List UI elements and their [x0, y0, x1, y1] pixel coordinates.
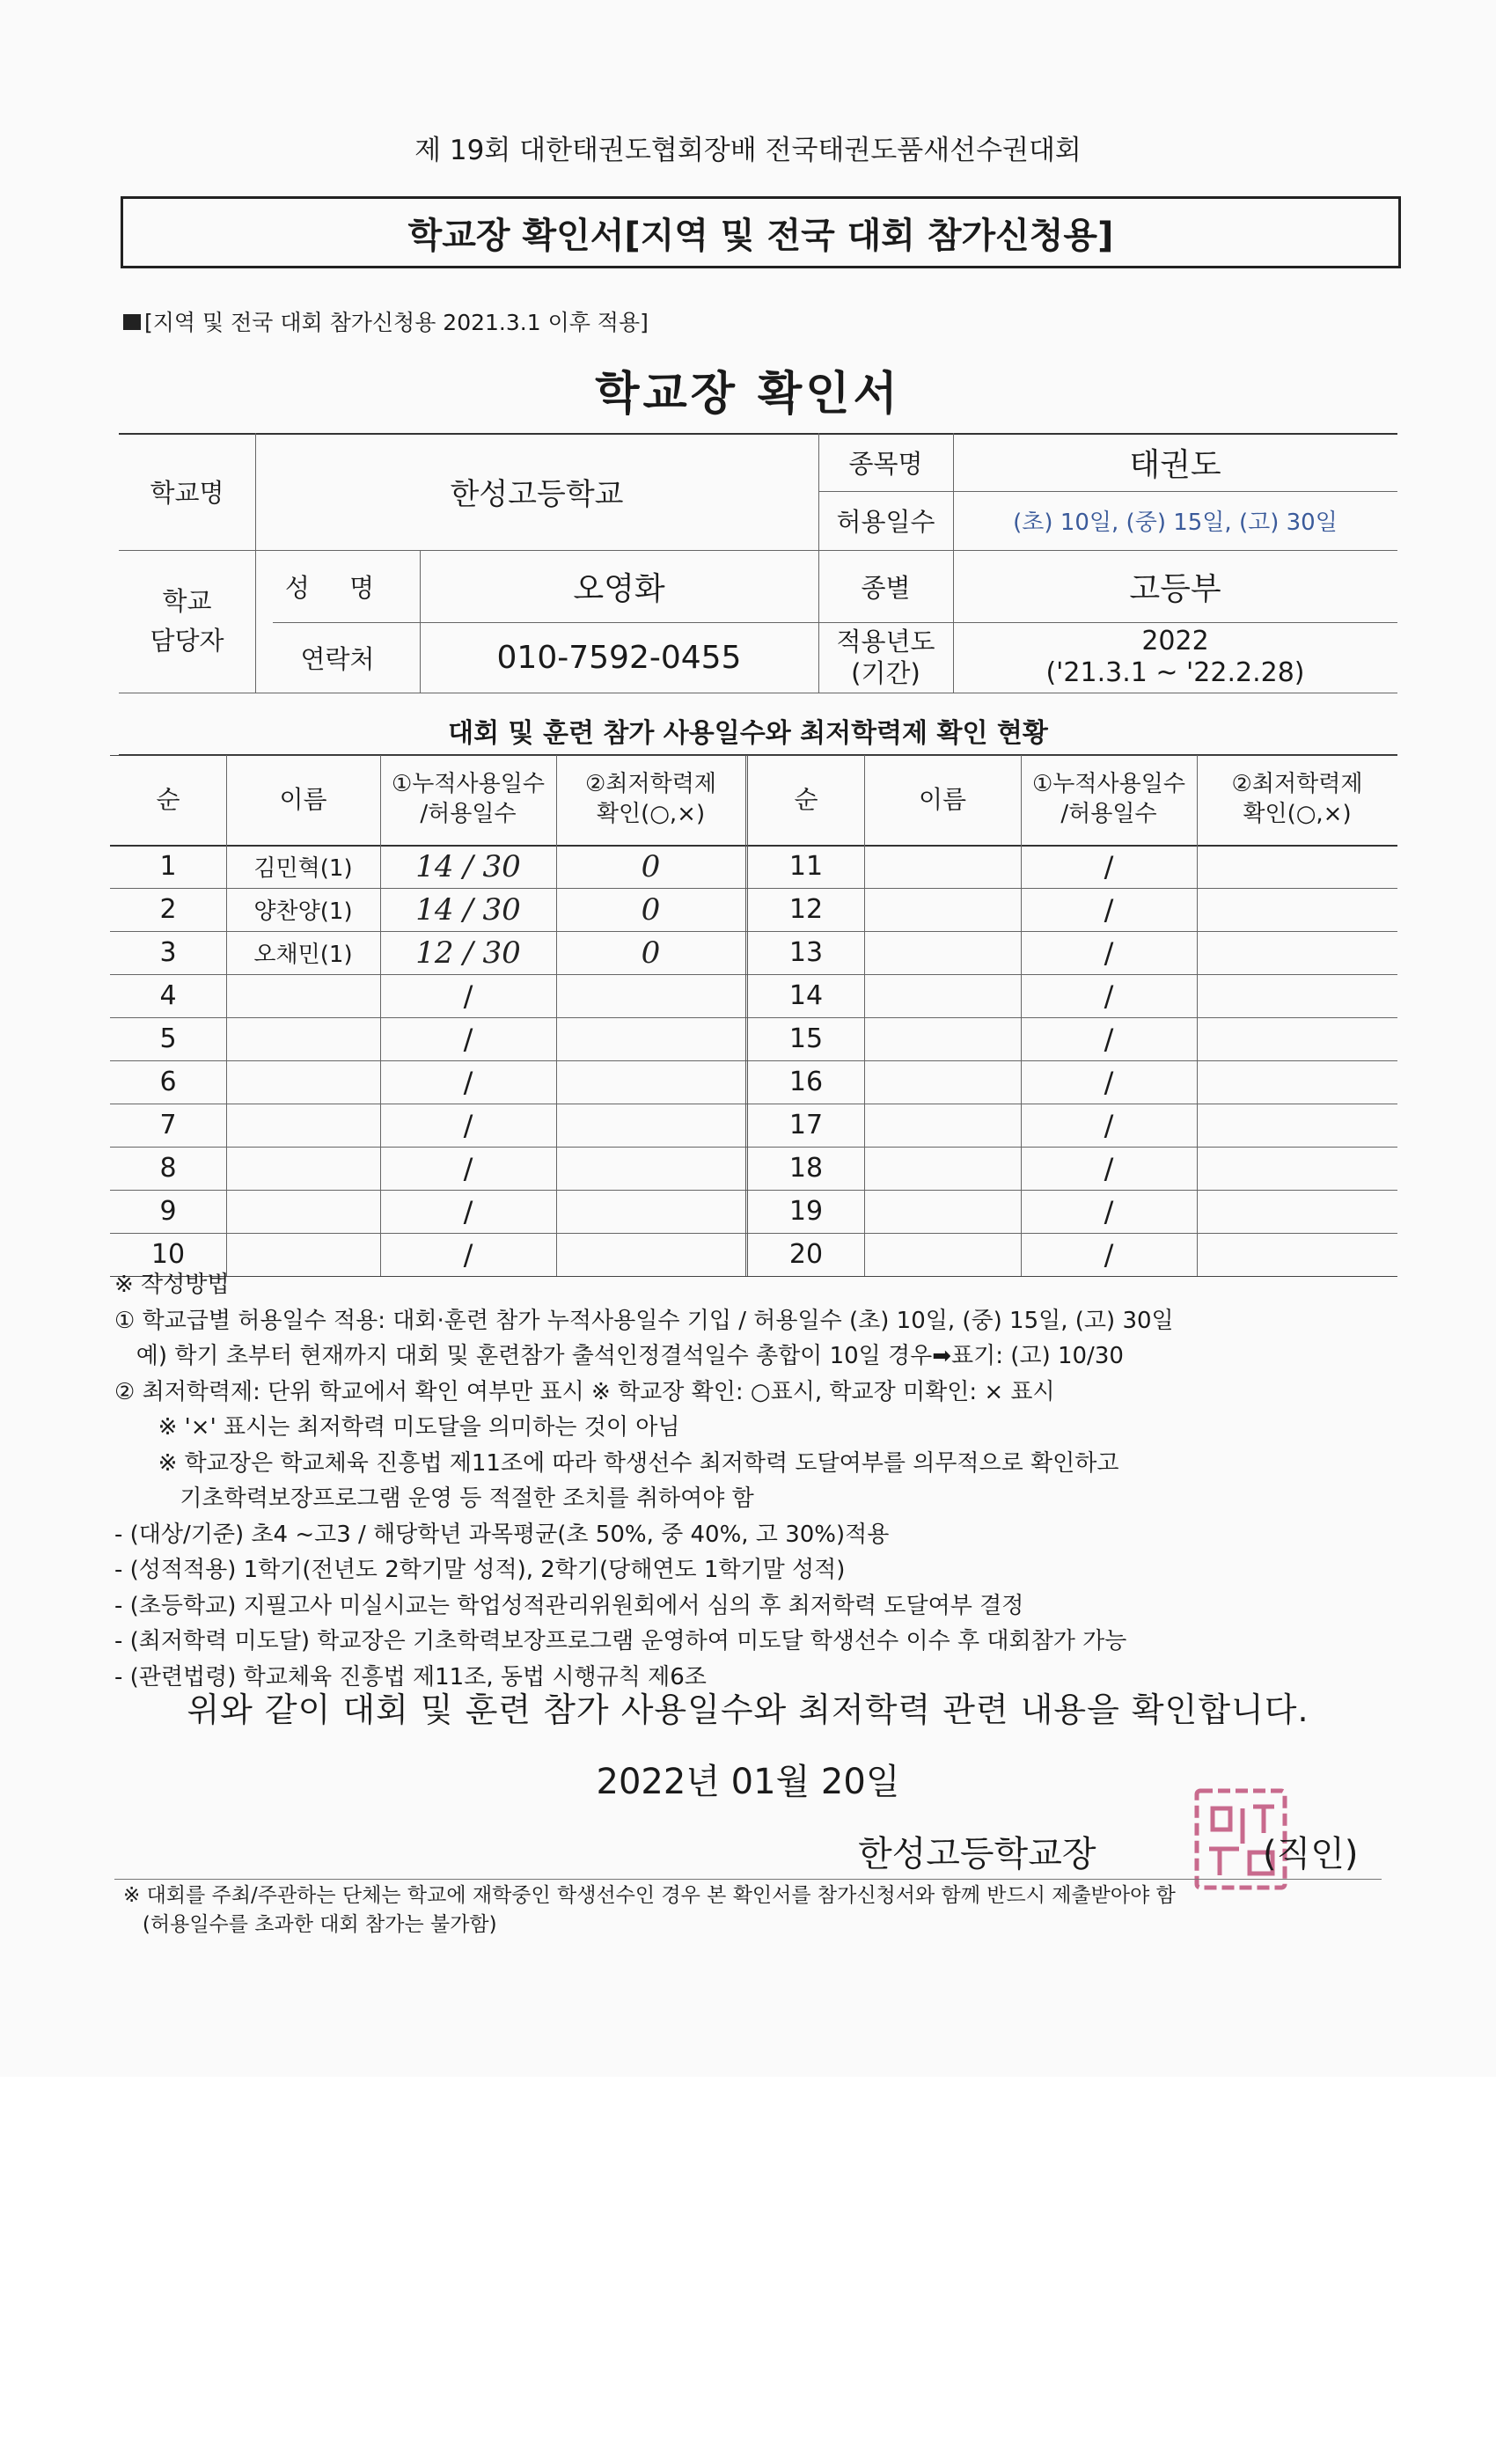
- col-header-usage-2: ①누적사용일수 /허용일수: [1031, 771, 1185, 827]
- usage-days: /: [463, 1237, 473, 1272]
- col-header-name-2: 이름: [918, 784, 967, 814]
- footer-line: (허용일수를 초과한 대회 참가는 불가함): [123, 1913, 497, 1937]
- sport-label: 종목명: [848, 448, 923, 479]
- usage-days: /: [463, 979, 473, 1013]
- student-name: [864, 1190, 1021, 1233]
- instruction-line: ※ 학교장은 학교체육 진흥법 제11조에 따라 학생선수 최저학력 도달여부를 의무적으로 확인하고: [114, 1449, 1119, 1477]
- instruction-line: - (대상/기준) 초4 ~고3 / 해당학년 과목평균(초 50%, 중 40%, 고 30%)적용: [114, 1521, 890, 1548]
- manager-label: 학교 담당자: [150, 586, 224, 656]
- min-academic-check: [1197, 1060, 1397, 1104]
- writing-instructions: [114, 1267, 1174, 1696]
- allowed-days-label: 허용일수: [836, 507, 935, 537]
- min-academic-check: [1197, 974, 1397, 1017]
- student-name: 오채민(1): [253, 942, 353, 968]
- student-name: [864, 1104, 1021, 1147]
- min-academic-check: [1197, 845, 1397, 888]
- student-name: [226, 1104, 380, 1147]
- sport-value: 태권도: [1129, 446, 1221, 483]
- usage-days: /: [1104, 849, 1114, 884]
- usage-days: /: [463, 1065, 473, 1099]
- row-number: 2: [159, 894, 177, 925]
- division-value: 고등부: [1129, 570, 1221, 607]
- issue-date: 2022년 01월 20일: [596, 1762, 900, 1802]
- instruction-line: ② 최저학력제: 단위 학교에서 확인 여부만 표시 ※ 학교장 확인: ○표시, 학교장 미확인: × 표시: [114, 1378, 1055, 1405]
- principal-signature: 한성고등학교장: [858, 1834, 1096, 1874]
- name-label: 성 명: [284, 572, 391, 603]
- row-number: 20: [788, 1239, 824, 1270]
- row-number: 19: [788, 1196, 824, 1227]
- instruction-line: ※ '×' 표시는 최저학력 미도달을 의미하는 것이 아님: [114, 1414, 680, 1441]
- footer-note: [123, 1881, 1176, 1940]
- min-academic-check: [556, 1060, 745, 1104]
- usage-days: /: [1104, 1022, 1114, 1056]
- usage-days: 14 / 30: [415, 891, 521, 928]
- usage-days: 12 / 30: [415, 935, 521, 971]
- min-academic-check: [1197, 1190, 1397, 1233]
- form-code: [123, 305, 649, 337]
- row-number: 6: [159, 1067, 177, 1097]
- min-academic-check: [556, 974, 745, 1017]
- form-title: 학교장 확인서[지역 및 전국 대회 참가신청용]: [121, 196, 1401, 268]
- event-title: 제 19회 대한태권도협회장배 전국태권도품새선수권대회: [414, 135, 1082, 166]
- row-number: 16: [788, 1067, 824, 1097]
- usage-days: /: [1104, 935, 1114, 970]
- col-header-min-academic-2: ②최저학력제 확인(○,×): [1231, 771, 1363, 827]
- school-label: 학교명: [150, 478, 224, 508]
- row-number: 15: [788, 1023, 824, 1054]
- instruction-line: - (관련법령) 학교체육 진흥법 제11조, 동법 시행규칙 제6조: [114, 1664, 707, 1691]
- manager-name: 오영화: [573, 570, 665, 607]
- instruction-line: 예) 학기 초부터 현재까지 대회 및 훈련참가 출석인정결석일수 총합이 10일 경우➡표기: (고) 10/30: [114, 1343, 1124, 1370]
- student-name: [864, 974, 1021, 1017]
- instruction-line: - (최저학력 미도달) 학교장은 기초학력보장프로그램 운영하여 미도달 학생선수 이수 후 대회참가 가능: [114, 1628, 1127, 1655]
- square-bullet-icon: [123, 314, 141, 330]
- student-name: [864, 888, 1021, 931]
- student-name: 김민혁(1): [253, 855, 353, 882]
- instruction-line: ① 학교급별 허용일수 적용: 대회·훈련 참가 누적사용일수 기입 / 허용일수 (초) 10일, (중) 15일, (고) 30일: [114, 1307, 1174, 1334]
- row-number: 9: [159, 1196, 177, 1227]
- student-name: [226, 1060, 380, 1104]
- usage-days: /: [463, 1151, 473, 1185]
- min-academic-check: [556, 1147, 745, 1190]
- contact-label: 연락처: [300, 643, 375, 674]
- year-cell: [953, 622, 1397, 693]
- min-academic-check: [1197, 1017, 1397, 1060]
- col-header-usage: ①누적사용일수 /허용일수: [391, 771, 545, 827]
- student-name: [864, 931, 1021, 974]
- min-academic-check: 0: [641, 891, 661, 928]
- usage-days: /: [1104, 979, 1114, 1013]
- usage-days: /: [1104, 1194, 1114, 1228]
- contact-value: 010-7592-0455: [496, 639, 742, 676]
- section-title: 대회 및 훈련 참가 사용일수와 최저학력제 확인 현황: [448, 718, 1048, 749]
- row-number: 11: [788, 851, 824, 882]
- row-number: 8: [159, 1153, 177, 1184]
- usage-days: /: [463, 1194, 473, 1228]
- min-academic-check: [1197, 1233, 1397, 1276]
- min-academic-check: [1197, 1104, 1397, 1147]
- row-number: 3: [159, 937, 177, 968]
- usage-days: /: [463, 1022, 473, 1056]
- instruction-line: - (성적적용) 1학기(전년도 2학기말 성적), 2학기(당해연도 1학기말 성적): [114, 1557, 846, 1584]
- usage-days: /: [1104, 892, 1114, 927]
- min-academic-check: [1197, 888, 1397, 931]
- confirmation-statement: 위와 같이 대회 및 훈련 참가 사용일수와 최저학력 관련 내용을 확인합니다.: [187, 1690, 1309, 1729]
- row-number: 10: [150, 1239, 186, 1270]
- document-title: 학교장 확인서: [595, 368, 901, 421]
- min-academic-check: [556, 1017, 745, 1060]
- col-header-name: 이름: [279, 784, 327, 814]
- usage-days: /: [1104, 1065, 1114, 1099]
- col-header-no-2: 순: [794, 784, 818, 814]
- row-number: 5: [159, 1023, 177, 1054]
- col-header-min-academic: ②최저학력제 확인(○,×): [585, 771, 716, 827]
- year-label: 적용년도 (기간): [836, 626, 935, 688]
- student-name: [226, 974, 380, 1017]
- instruction-line: - (초등학교) 지필고사 미실시교는 학업성적관리위원회에서 심의 후 최저학력 도달여부 결정: [114, 1592, 1024, 1619]
- usage-days: /: [1104, 1108, 1114, 1142]
- usage-days: /: [463, 1108, 473, 1142]
- division-label: 종별: [861, 572, 911, 603]
- row-number: 18: [788, 1153, 824, 1184]
- instruction-line: 기초학력보장프로그램 운영 등 적절한 조치를 취하여야 함: [114, 1485, 754, 1513]
- row-number: 4: [159, 980, 177, 1011]
- row-number: 13: [788, 937, 824, 968]
- year-value: 2022: [1141, 626, 1209, 656]
- row-number: 12: [788, 894, 824, 925]
- student-name: [226, 1147, 380, 1190]
- usage-days: 14 / 30: [415, 848, 521, 884]
- instruction-line: ※ 작성방법: [114, 1272, 230, 1298]
- student-name: 양찬양(1): [253, 898, 353, 925]
- col-header-no: 순: [156, 784, 180, 814]
- student-name: [864, 1060, 1021, 1104]
- usage-days: /: [1104, 1151, 1114, 1185]
- student-name: [226, 1190, 380, 1233]
- row-number: 17: [788, 1110, 824, 1140]
- min-academic-check: 0: [641, 935, 661, 971]
- row-number: 1: [159, 851, 177, 882]
- min-academic-check: [556, 1190, 745, 1233]
- form-code-text: [지역 및 전국 대회 참가신청용 2021.3.1 이후 적용]: [144, 310, 649, 335]
- min-academic-check: [1197, 931, 1397, 974]
- row-number: 7: [159, 1110, 177, 1140]
- year-period: ('21.3.1 ~ '22.2.28): [1045, 657, 1305, 688]
- min-academic-check: [556, 1104, 745, 1147]
- school-name: 한성고등학교: [450, 477, 624, 512]
- student-name: [226, 1017, 380, 1060]
- usage-days: /: [1104, 1237, 1114, 1272]
- min-academic-check: 0: [641, 848, 661, 884]
- min-academic-check: [1197, 1147, 1397, 1190]
- row-number: 14: [788, 980, 824, 1011]
- allowed-days-value: (초) 10일, (중) 15일, (고) 30일: [1013, 510, 1338, 536]
- student-name: [864, 1147, 1021, 1190]
- student-name: [864, 1017, 1021, 1060]
- seal-label: (직인): [1263, 1834, 1359, 1874]
- footer-line: ※ 대회를 주최/주관하는 단체는 학교에 재학중인 학생선수인 경우 본 확인서를 참가신청서와 함께 반드시 제출받아야 함: [123, 1884, 1176, 1907]
- student-name: [864, 845, 1021, 888]
